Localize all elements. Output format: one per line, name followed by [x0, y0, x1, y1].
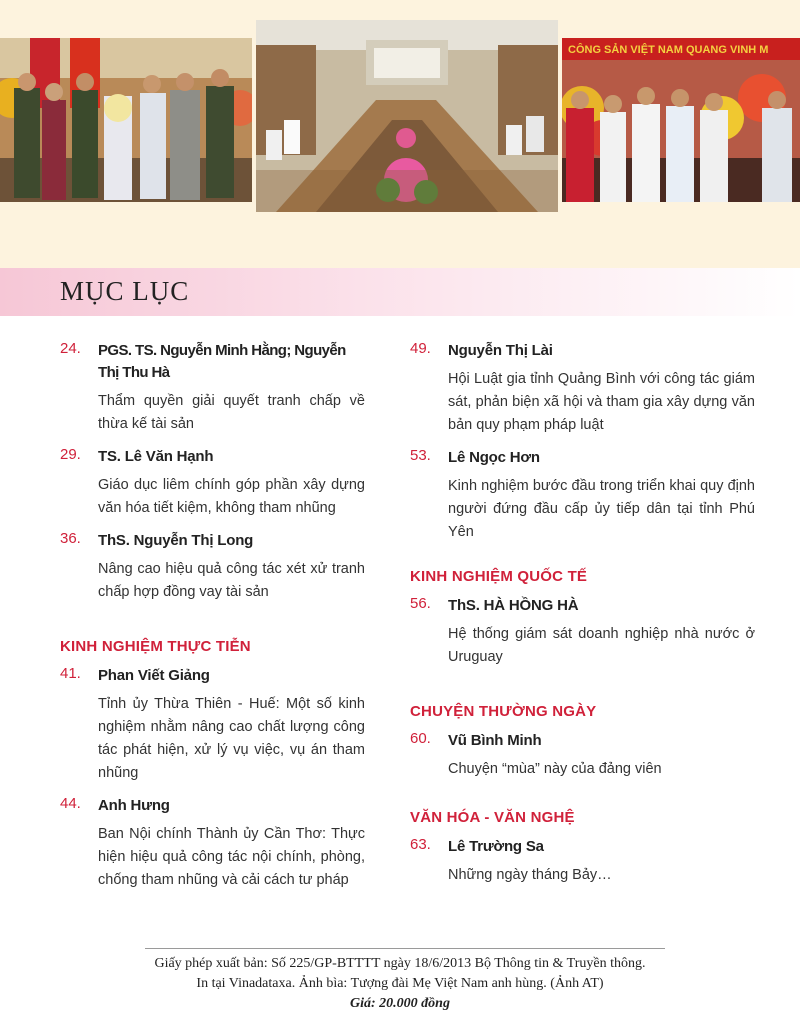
page-number: 63.: [410, 836, 431, 853]
section-heading: VĂN HÓA - VĂN NGHỆ: [410, 809, 575, 826]
page-number: 44.: [60, 795, 81, 812]
article-title: Hội Luật gia tỉnh Quảng Bình với công tác giám sát, phản biện xã hội và tham gia xây dựng văn bản quy phạm pháp luật: [448, 371, 755, 433]
section-heading: KINH NGHIỆM QUỐC TẾ: [410, 568, 588, 585]
article-title: Những ngày tháng Bảy…: [448, 867, 612, 883]
toc-entry[interactable]: [410, 595, 755, 669]
author-name: Lê Trường Sa: [448, 838, 544, 855]
article-title: Giáo dục liêm chính góp phần xây dựng văn hóa tiết kiệm, không tham nhũng: [98, 477, 365, 516]
banner-text: CÔNG SẢN VIỆT NAM QUANG VINH M: [568, 44, 769, 56]
toc-entry[interactable]: [410, 340, 755, 437]
page-number: 60.: [410, 730, 431, 747]
toc-entry[interactable]: [60, 795, 365, 892]
toc-entry[interactable]: [410, 836, 755, 887]
author-name: PGS. TS. Nguyễn Minh Hằng; Nguyễn Thị Thu Hà: [98, 342, 346, 381]
author-name: ThS. Nguyễn Thị Long: [98, 532, 254, 549]
page-number: 49.: [410, 340, 431, 357]
section-heading: CHUYỆN THƯỜNG NGÀY: [410, 703, 597, 720]
toc-entry[interactable]: [60, 340, 365, 436]
author-name: Vũ Bình Minh: [448, 732, 542, 749]
ceremony-photo: [0, 38, 252, 202]
toc-entry[interactable]: [60, 446, 365, 520]
author-name: Lê Ngọc Hơn: [448, 449, 540, 466]
author-name: ThS. HÀ HỒNG HÀ: [448, 597, 579, 614]
page-number: 24.: [60, 340, 81, 357]
article-title: Tỉnh ủy Thừa Thiên - Huế: Một số kinh nghiệm nhằm nâng cao chất lượng công tác phát hiện, xử lý vụ việc, vụ án tham nhũng: [98, 696, 365, 781]
toc-right-column: [410, 340, 755, 887]
article-title: Chuyện “mùa” này của đảng viên: [448, 761, 662, 777]
conference-room-photo: [256, 20, 558, 212]
toc-entry[interactable]: [60, 665, 365, 785]
article-title: Nâng cao hiệu quả công tác xét xử tranh chấp hợp đồng vay tài sản: [98, 561, 365, 600]
toc-left-column: [60, 340, 365, 892]
page-number: 29.: [60, 446, 81, 463]
footer-divider: [145, 948, 665, 949]
author-name: Anh Hưng: [98, 797, 170, 814]
page-number: 53.: [410, 447, 431, 464]
author-name: TS. Lê Văn Hạnh: [98, 448, 214, 465]
page-number: 41.: [60, 665, 81, 682]
author-name: Nguyễn Thị Lài: [448, 342, 553, 359]
license-text: Giấy phép xuất bản: Số 225/GP-BTTTT ngày 18/6/2013 Bộ Thông tin & Truyền thông.: [154, 956, 646, 971]
page-number: 36.: [60, 530, 81, 547]
flower-presentation-photo: [562, 38, 800, 202]
toc-entry[interactable]: [410, 730, 755, 781]
toc-title: MỤC LỤC: [60, 276, 190, 306]
section-heading: KINH NGHIỆM THỰC TIỄN: [60, 638, 251, 655]
article-title: Kinh nghiệm bước đầu trong triển khai quy định người đứng đầu cấp ủy tiếp dân tại tỉnh Phú Yên: [448, 478, 755, 540]
article-title: Hệ thống giám sát doanh nghiệp nhà nước ở Uruguay: [448, 626, 755, 665]
author-name: Phan Viết Giảng: [98, 667, 210, 684]
price-text: Giá: 20.000 đồng: [350, 996, 450, 1011]
printing-credit: In tại Vinadataxa. Ảnh bìa: Tượng đài Mẹ Việt Nam anh hùng. (Ảnh AT): [196, 976, 604, 991]
page-number: 56.: [410, 595, 431, 612]
publication-footer: [0, 954, 800, 1014]
article-title: Thẩm quyền giải quyết tranh chấp về thừa kế tài sản: [98, 393, 365, 432]
toc-entry[interactable]: [60, 530, 365, 604]
article-title: Ban Nội chính Thành ủy Cần Thơ: Thực hiện hiệu quả công tác nội chính, phòng, chống tham nhũng và cải cách tư pháp: [98, 826, 365, 888]
toc-entry[interactable]: [410, 447, 755, 544]
